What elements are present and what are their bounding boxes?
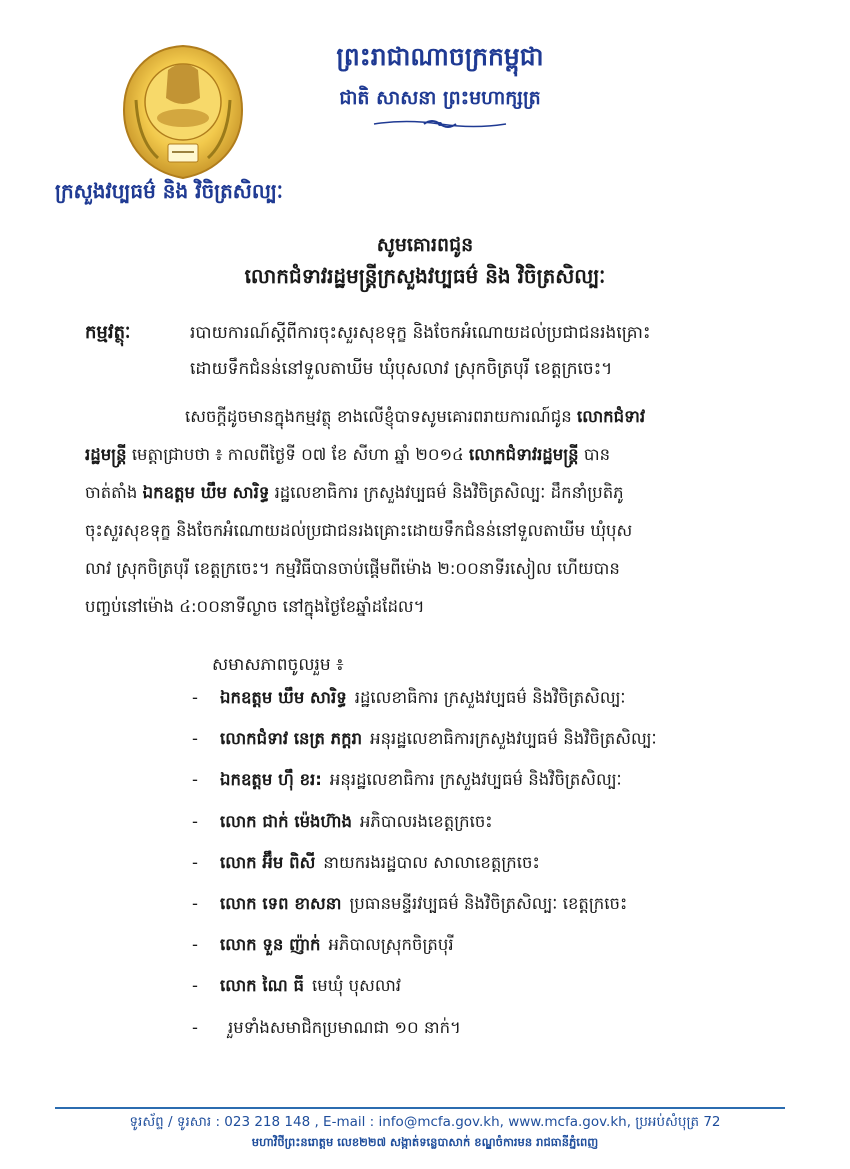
list-item xyxy=(192,1018,657,1059)
body-line-3 xyxy=(85,483,624,507)
list-item xyxy=(192,770,657,811)
list-item xyxy=(192,976,657,1017)
bullet-dash: - xyxy=(192,935,198,955)
body-emphasis: លោកជំទាវរដ្ឋមន្ត្រី xyxy=(468,445,579,464)
list-item xyxy=(192,688,657,729)
body-line-1 xyxy=(185,407,645,431)
list-item xyxy=(192,729,657,770)
salutation: សូមគោរពជូន xyxy=(376,234,474,256)
participant-name: លោក ជាក់ ម៉េងហ៊ាង xyxy=(220,811,352,831)
list-item xyxy=(192,894,657,935)
footer-contact: ទូរស័ព្ទ / ទូរសារ : 023 218 148 , E-mail : info@mcfa.gov.kh, www.mcfa.gov.kh, ប្រអប់សំបុត្រ 72 xyxy=(129,1114,721,1130)
participant-name: ឯកឧត្តម ឃឹម សារិទ្ធ xyxy=(220,688,347,707)
body-emphasis: ឯកឧត្តម ឃឹម សារិទ្ធ xyxy=(142,483,270,502)
recipient-title: លោកជំទាវរដ្ឋមន្ត្រីក្រសួងវប្បធម៌ និង វិចិត្រសិល្បៈ xyxy=(244,264,606,288)
participant-role: អភិបាលស្រុកចិត្របុរី xyxy=(328,935,454,955)
body-line-5: លាវ ស្រុកចិត្របុរី ខេត្តក្រចេះ។ កម្មវិធីបានចាប់ផ្តើមពីម៉ោង ២:០០នាទីរសៀល ហើយបាន xyxy=(85,559,620,578)
participant-role: អនុរដ្ឋលេខាធិការ ក្រសួងវប្បធម៌ និងវិចិត្រសិល្បៈ xyxy=(329,770,622,790)
divider-ornament-icon xyxy=(372,116,508,130)
bullet-dash: - xyxy=(192,893,198,913)
subject-line-2: ដោយទឹកជំនន់នៅទួលតាឃីម ឃុំបុសលាវ ស្រុកចិត្របុរី ខេត្តក្រចេះ។ xyxy=(190,359,613,379)
footer-address: មហាវិថីព្រះនរោត្តម លេខ២២៧ សង្កាត់ទន្លេបាសាក់ ខណ្ឌចំការមន រាជធានីភ្នំពេញ xyxy=(251,1135,599,1149)
ministry-seal-icon xyxy=(118,40,248,190)
bullet-dash: - xyxy=(192,811,198,831)
participant-role: ប្រធានមន្ទីរវប្បធម៌ និងវិចិត្រសិល្បៈ ខេត្តក្រចេះ xyxy=(349,893,628,913)
participant-role: អនុរដ្ឋលេខាធិការក្រសួងវប្បធម៌ និងវិចិត្រសិល្បៈ xyxy=(370,729,657,749)
body-text: ចាត់តាំង xyxy=(85,483,143,502)
national-motto: ជាតិ សាសនា ព្រះមហាក្សត្រ xyxy=(339,87,541,109)
bullet-dash: - xyxy=(192,688,198,707)
participant-name: លោក ទួន ញ៉ាក់ xyxy=(220,935,321,955)
bullet-dash: - xyxy=(192,729,198,749)
body-text: សេចក្តីដូចមានក្នុងកម្មវត្ថុ ខាងលើខ្ញុំបាទសូមគោរពរាយការណ៍ជូន xyxy=(185,407,577,426)
footer-divider xyxy=(55,1107,785,1109)
list-item xyxy=(192,853,657,894)
list-item xyxy=(192,935,657,976)
participant-role: រួមទាំងសមាជិកប្រមាណជា ១០ នាក់។ xyxy=(228,1017,461,1037)
bullet-dash: - xyxy=(192,770,198,790)
bullet-dash: - xyxy=(192,852,198,872)
participant-name: លោកជំទាវ នេត្រ ភក្តរា xyxy=(220,729,363,749)
participant-name: លោក ណៃ ធី xyxy=(220,976,304,996)
bullet-dash: - xyxy=(192,1017,198,1037)
participants-list xyxy=(192,688,657,1059)
participant-name: លោក ទេព ខាសនា xyxy=(220,893,342,913)
participant-name: ឯកឧត្តម ហ៊ឹ ខរ: xyxy=(220,770,322,790)
list-item xyxy=(192,812,657,853)
participant-role: រដ្ឋលេខាធិការ ក្រសួងវប្បធម៌ និងវិចិត្រសិល្បៈ xyxy=(354,688,626,707)
body-line-6: បញ្ចប់នៅម៉ោង ៤:០០នាទីល្ងាច នៅក្នុងថ្ងៃខែឆ្នាំដដែល។ xyxy=(85,597,425,616)
participants-heading: សមាសភាពចូលរួម ៖ xyxy=(212,655,344,675)
body-emphasis: រដ្ឋមន្ត្រី xyxy=(85,445,127,464)
subject-line-1: របាយការណ៍ស្តីពីការចុះសួរសុខទុក្ខ និងចែកអំណោយដល់ប្រជាជនរងគ្រោះ xyxy=(190,323,651,343)
ministry-name: ក្រសួងវប្បធម៌ និង វិចិត្រសិល្បៈ xyxy=(55,179,283,203)
subject-label: កម្មវត្ថុៈ xyxy=(85,322,131,343)
participant-name: លោក អ៊ឹម ពិសី xyxy=(220,852,316,872)
participant-role: មេឃុំ បុសលាវ xyxy=(312,976,402,996)
participant-role: អភិបាលរងខេត្តក្រចេះ xyxy=(359,811,493,831)
bullet-dash: - xyxy=(192,976,198,996)
participant-role: នាយករងរដ្ឋបាល សាលាខេត្តក្រចេះ xyxy=(323,852,540,872)
kingdom-title: ព្រះរាជាណាចក្រកម្ពុជា xyxy=(336,42,544,71)
body-line-4: ចុះសួរសុខទុក្ខ និងចែកអំណោយដល់ប្រជាជនរងគ្រោះដោយទឹកជំនន់នៅទួលតាឃីម ឃុំបុស xyxy=(85,521,633,540)
body-line-2 xyxy=(85,445,610,469)
body-text: មេត្តាជ្រាបថា ៖ កាលពីថ្ងៃទី ០៧ ខែ សីហា ឆ្នាំ ២០១៤ xyxy=(126,445,469,464)
body-emphasis: លោកជំទាវ xyxy=(576,407,646,426)
body-text: បាន xyxy=(578,445,611,464)
body-text: រដ្ឋលេខាធិការ ក្រសួងវប្បធម៌ និងវិចិត្រសិល្បៈ ដឹកនាំប្រតិភូ xyxy=(269,483,624,502)
